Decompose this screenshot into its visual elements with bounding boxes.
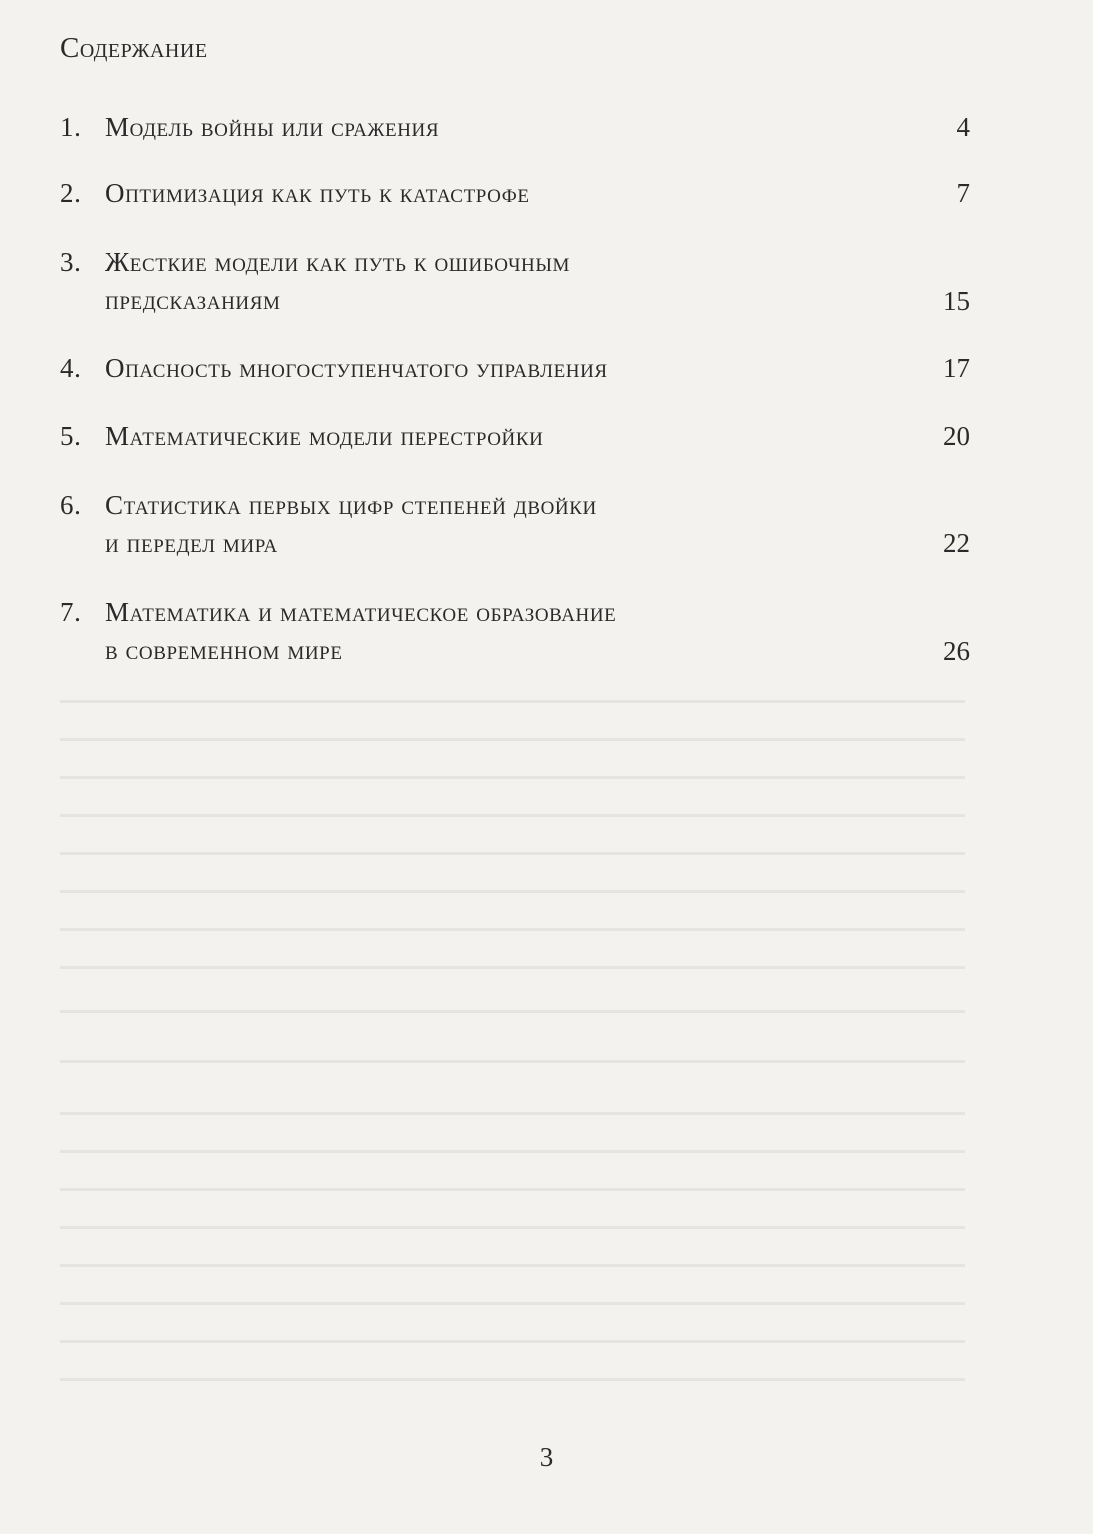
entry-title: Математика и математическое образование	[105, 597, 617, 627]
page-number: 3	[539, 1442, 554, 1472]
entry-page: 26	[943, 636, 970, 666]
toc-entry-3	[60, 243, 970, 323]
toc-entry-2	[60, 174, 970, 212]
entry-title-continued: в современном мире	[105, 635, 343, 665]
entry-title: Опасность многоступенчатого управления	[105, 353, 608, 383]
toc-heading: Содержание	[60, 32, 208, 64]
entry-page: 17	[943, 353, 970, 383]
toc-entry-4	[60, 349, 970, 387]
entry-title: Модель войны или сражения	[105, 112, 440, 142]
toc-entry-6	[60, 486, 970, 566]
entry-number: 3.	[60, 247, 82, 277]
toc-entry-7	[60, 593, 970, 673]
toc-entry-1	[60, 108, 970, 146]
entry-title: Статистика первых цифр степеней двойки	[105, 490, 597, 520]
entry-number: 6.	[60, 490, 82, 520]
entry-page: 7	[956, 178, 970, 208]
entry-page: 15	[943, 286, 970, 316]
entry-number: 4.	[60, 353, 82, 383]
entry-number: 5.	[60, 421, 82, 451]
entry-page: 4	[956, 112, 970, 142]
entry-title: Оптимизация как путь к катастрофе	[105, 178, 530, 208]
entry-number: 1.	[60, 112, 82, 142]
entry-title-continued: предсказаниям	[105, 285, 281, 315]
entry-title-continued: и передел мира	[105, 528, 278, 558]
entry-number: 7.	[60, 597, 82, 627]
toc-entry-5	[60, 417, 970, 455]
entry-number: 2.	[60, 178, 82, 208]
entry-title: Жесткие модели как путь к ошибочным	[105, 247, 571, 277]
entry-title: Математические модели перестройки	[105, 421, 544, 451]
entry-page: 20	[943, 421, 970, 451]
entry-page: 22	[943, 528, 970, 558]
